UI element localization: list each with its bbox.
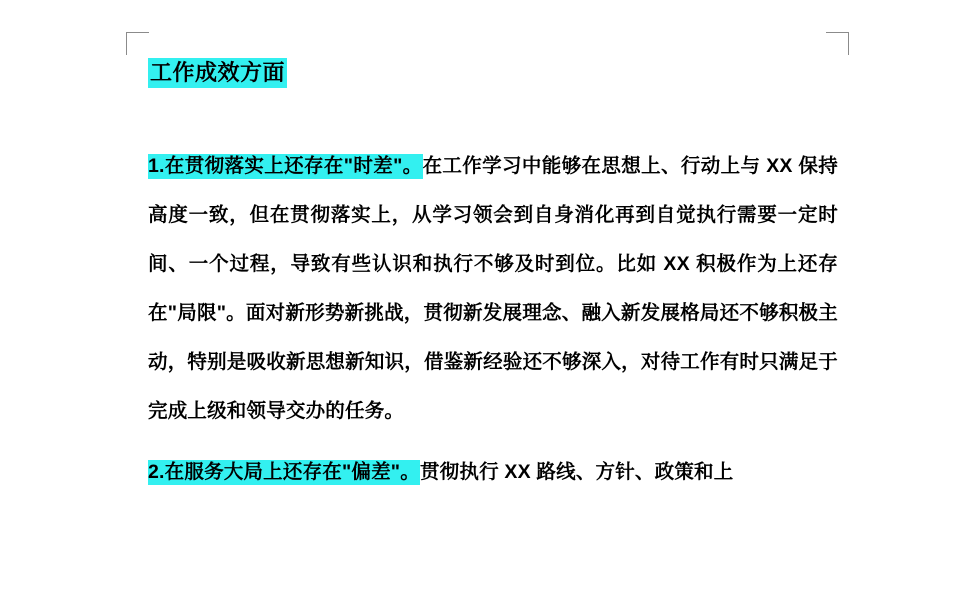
page-corner-mark-top-left <box>126 32 149 55</box>
paragraph-1-lead: 1.在贯彻落实上还存在"时差"。 <box>148 155 423 177</box>
paragraph-2 <box>148 448 838 497</box>
paragraph-2-lead: 2.在服务大局上还存在"偏差"。 <box>148 461 420 483</box>
page-corner-mark-top-right <box>826 32 849 55</box>
document-heading <box>148 56 838 90</box>
paragraph-1 <box>148 142 838 436</box>
document-heading-text: 工作成效方面 <box>148 58 287 88</box>
paragraph-1-body: 在工作学习中能够在思想上、行动上与 XX 保持高度一致，但在贯彻落实上，从学习领会到自身消化再到自觉执行需要一定时间、一个过程，导致有些认识和执行不够及时到位。比如 XX 积极作为上还存在"局限"。面对新形势新挑战，贯彻新发展理念、融入新发展格局还不够积极主动，特别是吸收新思想新知识，借鉴新经验还不够深入，对待工作有时只满足于完成上级和领导交办的任务。 <box>148 155 838 422</box>
document-content <box>148 56 838 509</box>
paragraph-2-body: 贯彻执行 XX 路线、方针、政策和上 <box>419 461 734 483</box>
